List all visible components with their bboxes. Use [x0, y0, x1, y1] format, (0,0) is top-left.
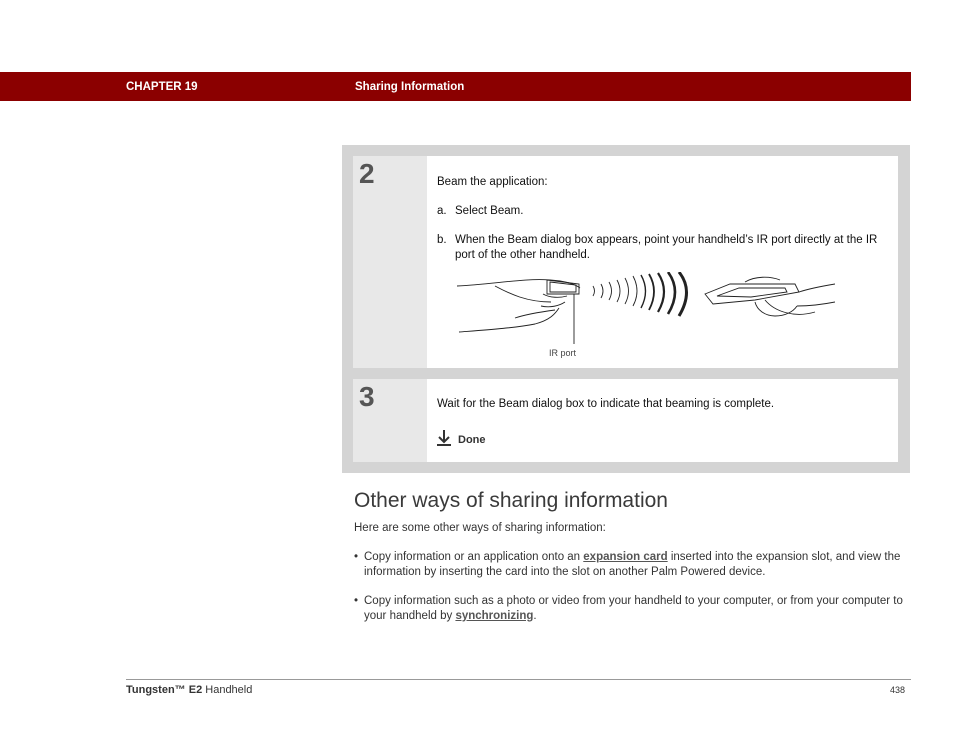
- substep-text: When the Beam dialog box appears, point your handheld’s IR port directly at the IR port of the other handheld.: [455, 234, 878, 261]
- bullet-dot: •: [354, 595, 359, 607]
- substep-marker: b.: [437, 234, 447, 246]
- done-arrow-icon: [437, 429, 453, 447]
- beaming-handhelds-drawing: [455, 272, 835, 362]
- text-before-link: Copy information such as a photo or video from your handheld to your computer, or from your computer to your handheld by: [364, 595, 903, 622]
- footer-product: [126, 684, 252, 696]
- step-3: [353, 379, 898, 462]
- step-2: [353, 156, 898, 368]
- step-intro: Beam the application:: [437, 176, 548, 188]
- bullet-dot: •: [354, 551, 359, 563]
- text-after-link: inserted into the expansion slot, and view the information by inserting the card into the slot on another Palm Powered device.: [364, 551, 901, 578]
- list-item-text: [364, 594, 910, 624]
- page-number: 438: [890, 685, 906, 695]
- beaming-illustration: [455, 272, 835, 362]
- section-label: Sharing Information: [355, 81, 465, 93]
- substep-text: Select Beam.: [455, 205, 524, 217]
- section-intro: Here are some other ways of sharing information:: [354, 522, 606, 534]
- footer-divider: [126, 679, 911, 680]
- expansion-card-link[interactable]: expansion card: [583, 551, 668, 563]
- step-text: Wait for the Beam dialog box to indicate that beaming is complete.: [437, 398, 775, 410]
- chapter-label: CHAPTER 19: [126, 81, 198, 93]
- synchronizing-link[interactable]: synchronizing: [455, 610, 534, 622]
- chapter-header-bar: [0, 72, 911, 101]
- substep-marker: a.: [437, 205, 447, 217]
- section-title: Other ways of sharing information: [354, 489, 668, 512]
- step-number-column: [353, 379, 427, 462]
- step-content: [437, 379, 888, 462]
- done-label: Done: [458, 434, 486, 446]
- steps-panel: [342, 145, 910, 473]
- product-name: Tungsten™ E2: [126, 684, 203, 696]
- step-number-column: [353, 156, 427, 368]
- text-after-link: .: [533, 610, 537, 622]
- step-content: [437, 156, 888, 368]
- list-item-text: [364, 550, 910, 580]
- ir-port-callout: IR port: [549, 348, 577, 358]
- step-number: 3: [359, 381, 375, 412]
- step-number: 2: [359, 158, 375, 189]
- text-before-link: Copy information or an application onto an: [364, 551, 584, 563]
- product-type: Handheld: [202, 684, 253, 696]
